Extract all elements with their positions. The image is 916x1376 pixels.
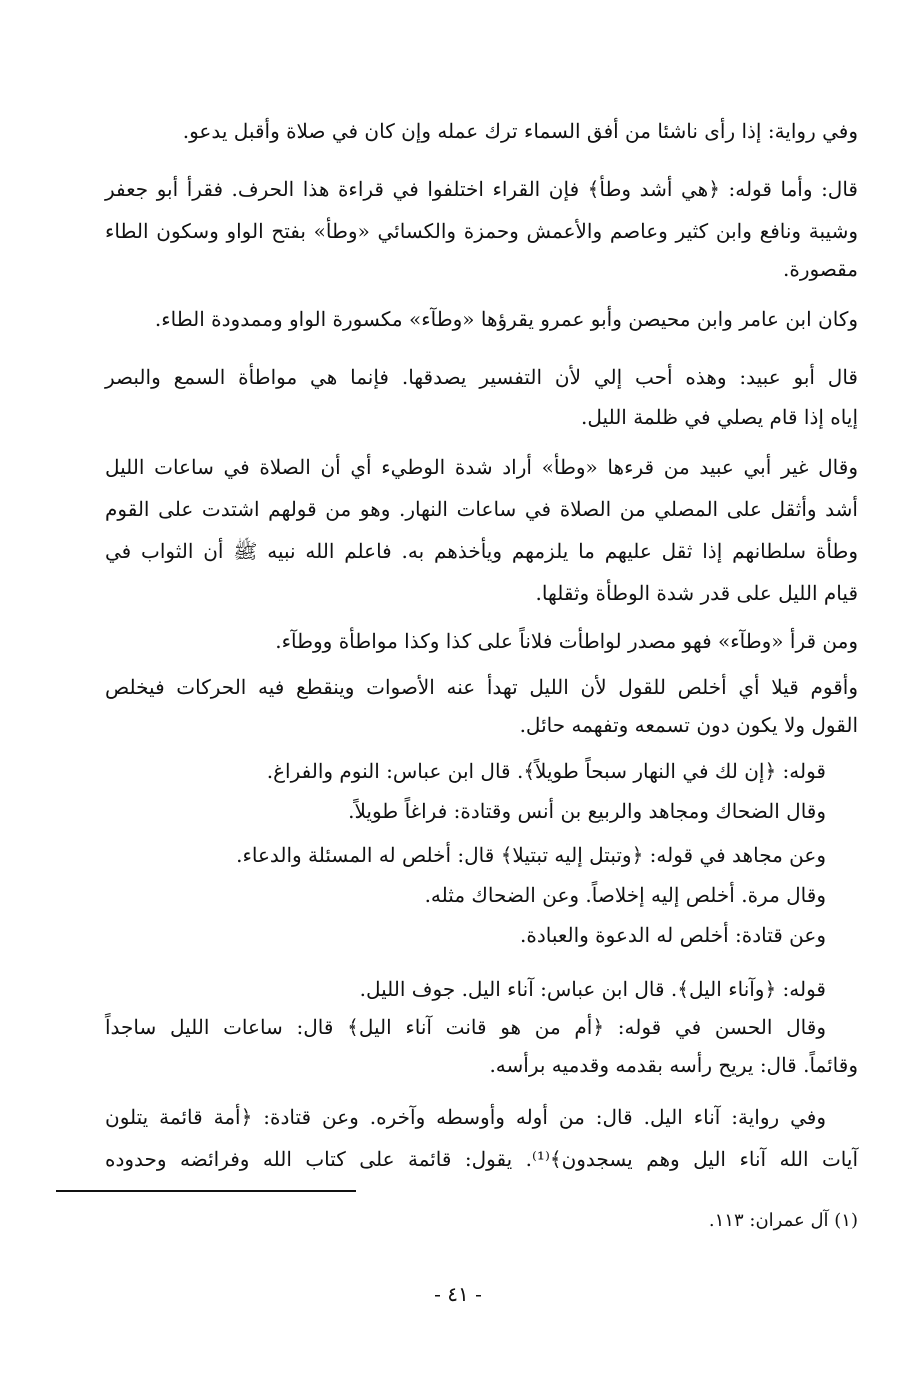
text-line: القول ولا يكون دون تسمعه وتفهمه حائل. bbox=[519, 713, 858, 737]
text-line: وقال مرة. أخلص إليه إخلاصاً. وعن الضحاك مثله. bbox=[424, 883, 826, 907]
text-line: وشيبة ونافع وابن كثير وعاصم والأعمش وحمزة والكسائي «وطأ» بفتح الواو وسكون الطاء bbox=[105, 219, 858, 243]
text-line: وكان ابن عامر وابن محيصن وأبو عمرو يقرؤها «وطآء» مكسورة الواو وممدودة الطاء. bbox=[154, 307, 858, 331]
text-line: مقصورة. bbox=[783, 257, 858, 281]
footnote-separator bbox=[56, 1190, 356, 1192]
text-line: ومن قرأ «وطآء» فهو مصدر لواطأت فلاناً على كذا وكذا مواطأة ووطآء. bbox=[275, 629, 858, 653]
text-line: وعن قتادة: أخلص له الدعوة والعبادة. bbox=[520, 923, 826, 947]
text-line: أشد وأثقل على المصلي من الصلاة في ساعات النهار. وهو من قولهم اشتدت على القوم bbox=[105, 497, 858, 521]
text-line: وعن مجاهد في قوله: ﴿وتبتل إليه تبتيلا﴾ قال: أخلص له المسئلة والدعاء. bbox=[236, 843, 826, 867]
text-line: وطأة سلطانهم إذا ثقل عليهم ما يلزمهم ويأخذهم به. فاعلم الله نبيه ﷺ أن الثواب في bbox=[105, 539, 858, 563]
text-line: قال: وأما قوله: ﴿هي أشد وطأ﴾ فإن القراء اختلفوا في قراءة هذا الحرف. فقرأ أبو جعفر bbox=[105, 177, 858, 201]
footnote: (١) آل عمران: ١١٣. bbox=[708, 1210, 858, 1231]
text-line: وقال الحسن في قوله: ﴿أم من هو قانت آناء اليل﴾ قال: ساعات الليل ساجداً bbox=[105, 1015, 826, 1039]
text-line: وقال الضحاك ومجاهد والربيع بن أنس وقتادة: فراغاً طويلاً. bbox=[348, 799, 826, 823]
text-line: إياه إذا قام يصلي في ظلمة الليل. bbox=[581, 405, 858, 429]
text-line: وقائماً. قال: يريح رأسه بقدمه وقدميه برأسه. bbox=[489, 1053, 858, 1077]
page-number: - ٤١ - bbox=[434, 1282, 482, 1306]
text-line: قال أبو عبيد: وهذه أحب إلي لأن التفسير يصدقها. فإنما هي مواطأة السمع والبصر bbox=[105, 365, 858, 389]
text-line: وأقوم قيلا أي أخلص للقول لأن الليل تهدأ عنه الأصوات وينقطع فيه الحركات فيخلص bbox=[105, 675, 858, 699]
text-line: وفي رواية: إذا رأى ناشئا من أفق السماء ترك عمله وإن كان في صلاة وأقبل يدعو. bbox=[182, 119, 858, 143]
text-line: قوله: ﴿وآناء اليل﴾. قال ابن عباس: آناء اليل. جوف الليل. bbox=[359, 977, 826, 1001]
text-line: وقال غير أبي عبيد من قرءها «وطأ» أراد شدة الوطيء أي أن الصلاة في ساعات الليل bbox=[105, 455, 858, 479]
text-line: آيات الله آناء اليل وهم يسجدون﴾⁽¹⁾. يقول: قائمة على كتاب الله وفرائضه وحدوده bbox=[105, 1147, 859, 1171]
text-line: قيام الليل على قدر شدة الوطأة وثقلها. bbox=[535, 581, 858, 605]
text-line: قوله: ﴿إن لك في النهار سبحاً طويلاً﴾. قال ابن عباس: النوم والفراغ. bbox=[266, 759, 826, 783]
text-line: وفي رواية: آناء اليل. قال: من أوله وأوسطه وآخره. وعن قتادة: ﴿أمة قائمة يتلون bbox=[105, 1105, 826, 1129]
